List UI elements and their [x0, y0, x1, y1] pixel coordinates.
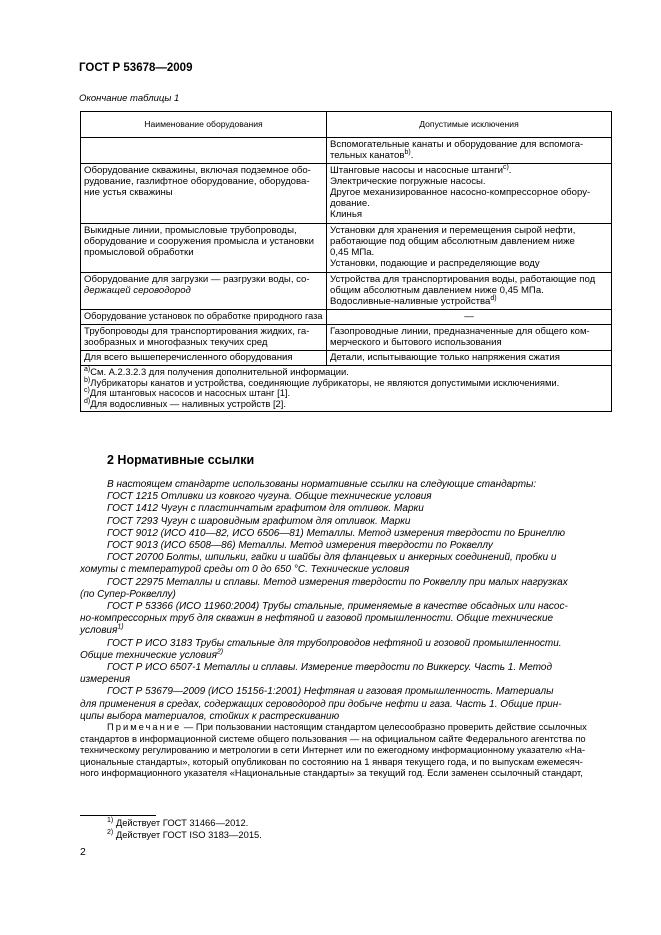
cell-line: общим абсолютным давлением ниже 0,45 МПа. [330, 285, 544, 296]
exceptions-cell [327, 325, 612, 351]
exceptions-cell [327, 273, 612, 310]
cell-line: Другое механизированное насосно-компрессорное обору- [330, 187, 591, 198]
footnote-mark: 2) [216, 648, 224, 656]
footnote: $^{1)}$ Действует ГОСТ 31466—2012. [107, 816, 249, 828]
column-header-equipment: Наименование оборудования [81, 112, 327, 138]
note-block: Примечание — При пользовании настоящим стандартом целесообразно проверить действие ссылочных стандартов в информационной системе общего пользования — на официальном сайте Федерального агентства по техническому регулированию и метрологии в сети Интернет или по ежегодному информационному указателю «На- циональные стандарты», который опубликован по состоянию на 1 января текущего года, и по выпускам ежемесяч- ного информационного указателя «Национальные стандарты» за текущий год. Если заменен ссылочный стандарт, [80, 721, 612, 779]
cell-line: Газопроводные линии, предназначенные для общего ком- [330, 326, 590, 337]
cell-line: 0,45 МПа. [330, 247, 375, 258]
note-line: техническому регулированию и метрологии в сети Интернет или по ежегодному информационному указателю «На- [80, 744, 586, 756]
equipment-cell [81, 351, 327, 366]
footnotes [107, 817, 262, 840]
cell-line: Электрические погружные насосы. [330, 176, 486, 187]
table-note: $^{a)}$См. А.2.3.2.3 для получения дополнительной информации. [84, 365, 349, 377]
cell-line: оборудование и сооружения промысла и установки [84, 236, 314, 247]
cell-line: Для всего вышеперечисленного оборудования [84, 352, 293, 363]
table-row [81, 273, 612, 310]
cell-line: Клинья [330, 209, 363, 220]
cell-line: Установки, подающие и распределяющие воду [330, 258, 540, 269]
table-note: $^{d)}$Для водосливных — наливных устройств [2]. [84, 397, 286, 409]
note-line: стандартов в информационной системе общего пользования — на официальном сайте Федерального агентства по [80, 732, 586, 744]
equipment-cell [81, 164, 327, 224]
reference-item: ГОСТ 9012 (ИСО 410—82, ИСО 6506—81) Металлы. Метод измерения твердости по Бринеллю [107, 527, 566, 539]
cell-line: мерческого и бытового использования [330, 337, 502, 348]
cell-line: Оборудование скважины, включая подземное обо- [84, 165, 311, 176]
section-title: 2 Нормативные ссылки [107, 453, 255, 467]
table-note: $^{b)}$Лубрикаторы канатов и устройства, соединяющие лубрикаторы, не являются допустимыми исключениями. [84, 376, 560, 388]
exceptions-cell [327, 310, 612, 325]
cell-line: Детали, испытывающие только напряжения сжатия [330, 352, 560, 363]
reference-item: ГОСТ Р ИСО 6507-1 Металлы и сплавы. Измерение твердости по Виккерсу. Часть 1. Метод измерения [80, 662, 553, 686]
equipment-cell [81, 310, 327, 325]
cell-line: рудование, газлифтное оборудование, оборудова- [84, 176, 310, 187]
equipment-cell [81, 273, 327, 310]
table-row [81, 224, 612, 273]
cell-line: Вспомогательные канаты и оборудование для вспомога- [330, 139, 584, 150]
page-number: 2 [80, 846, 86, 858]
reference-item: ГОСТ 7293 Чугун с шаровидным графитом для отливок. Марки [107, 515, 411, 527]
table-notes-row [81, 366, 612, 412]
footnote-divider [80, 815, 156, 816]
cell-line: Штанговые насосы и насосные штанги$^{c)}$. [330, 163, 512, 176]
references-intro: В настоящем стандарте использованы нормативные ссылки на следующие стандарты: [107, 479, 537, 490]
note-line: циональные стандарты», который опубликован по состоянию на 1 января текущего года, и по выпускам ежемесяч- [80, 755, 583, 767]
exceptions-cell [327, 351, 612, 366]
exceptions-cell [327, 138, 612, 164]
footnote-mark: 1) [117, 624, 124, 632]
exceptions-cell [327, 224, 612, 273]
cell-line: тельных канатов$^{b)}$. [330, 148, 414, 161]
equipment-cell [81, 138, 327, 164]
footnote-mark: d) [490, 294, 497, 302]
document-code: ГОСТ Р 53678—2009 [79, 62, 193, 74]
cell-line: Водосливные-наливные устройства$^{d)}$ [330, 294, 497, 307]
cell-line: дование. [330, 198, 370, 209]
cell-line: держащей сероводород [84, 285, 191, 296]
cell-line: Оборудование для загрузки — разгрузки воды, со- [84, 274, 310, 285]
cell-line: Трубопроводы для транспортирования жидких, га- [84, 326, 310, 337]
cell-line: Устройства для транспортирования воды, работающие под [330, 274, 596, 285]
cell-line: зообразных и многофазных текучих сред [84, 337, 268, 348]
reference-item: ГОСТ Р 53366 (ИСО 11960:2004) Трубы стальные, применяемые в качестве обсадных или насос- но-компрессорных труб для скважин в нефтяной и газовой промышленности. Общие технические условия$^{1)}$ [80, 601, 568, 637]
reference-item: ГОСТ Р ИСО 3183 Трубы стальные для трубопроводов нефтяной и гозовой промышленности. Общие технические условия$^{2)}$ [80, 637, 562, 661]
cell-line: Установки для хранения и перемещения сырой нефти, [330, 225, 576, 236]
table-row [81, 325, 612, 351]
cell-line: Оборудование установок по обработке природного газа [84, 311, 323, 321]
reference-item: ГОСТ Р 53679—2009 (ИСО 15156-1:2001) Нефтяная и газовая промышленность. Материалы для применения в средах, содержащих сероводород при добыче нефти и газа. Часть 1. Общие прин- ципы выбора материалов, стойких к растрескиванию [80, 686, 562, 722]
cell-line: работающие под общим абсолютным давлением ниже [330, 236, 575, 247]
table-row [81, 310, 612, 325]
equipment-cell [81, 224, 327, 273]
footnote-mark: c) [502, 163, 509, 171]
normative-references [80, 479, 612, 723]
equipment-cell [81, 325, 327, 351]
table-row [81, 164, 612, 224]
table-notes [81, 366, 612, 412]
table-caption: Окончание таблицы 1 [79, 93, 180, 104]
cell-line: ние устья скважины [84, 187, 173, 198]
exceptions-cell [327, 164, 612, 224]
reference-item: ГОСТ 9013 (ИСО 6508—86) Металлы. Метод измерения твердости по Роквеллу [107, 540, 493, 552]
reference-item: ГОСТ 1215 Отливки из ковкого чугуна. Общие технические условия [107, 491, 432, 503]
reference-item: ГОСТ 22975 Металлы и сплавы. Метод измерения твердости по Роквеллу при малых нагрузках (по Супер-Роквеллу) [80, 576, 568, 600]
equipment-table [80, 111, 612, 412]
table-row [81, 138, 612, 164]
footnote-mark: b) [404, 148, 411, 156]
reference-item: ГОСТ 1412 Чугун с пластинчатым графитом для отливок. Марки [107, 503, 424, 515]
column-header-exceptions: Допустимые исключения [327, 112, 612, 138]
table-header-row [81, 112, 612, 138]
footnote: $^{2)}$ Действует ГОСТ ISO 3183—2015. [107, 828, 262, 840]
reference-item: ГОСТ 20700 Болты, шпильки, гайки и шайбы для фланцевых и анкерных соединений, пробки и хомуты с температурой среды от 0 до 650 °С. Технические условия [80, 552, 557, 576]
table-row [81, 351, 612, 366]
note-label: Примечание [107, 721, 182, 732]
cell-line: промысловой обработки [84, 247, 194, 258]
cell-line: — [464, 311, 474, 322]
table-note: $^{c)}$Для штанговых насосов и насосных штанг [1]. [84, 386, 291, 398]
cell-line: Выкидные линии, промысловые трубопроводы, [84, 225, 297, 236]
note-line: ного информационного указателя «Национальные стандарты» за текущий год. Если заменен ссылочный стандарт, [80, 767, 583, 779]
